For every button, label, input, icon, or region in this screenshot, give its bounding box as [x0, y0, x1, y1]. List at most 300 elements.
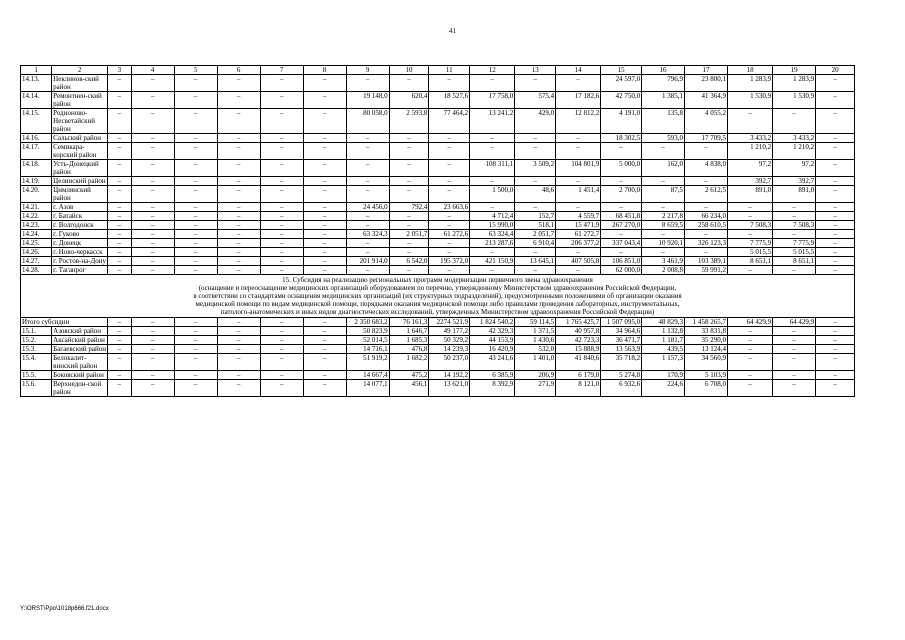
value-cell: 258 610,5: [685, 221, 728, 230]
value-cell: –: [174, 143, 217, 160]
value-cell: –: [642, 143, 685, 160]
value-cell: 42 723,3: [556, 336, 601, 345]
value-cell: –: [303, 177, 346, 186]
value-cell: 271,9: [515, 380, 556, 397]
value-cell: –: [346, 186, 389, 203]
value-cell: –: [470, 203, 515, 212]
value-cell: –: [108, 380, 132, 397]
total-value-cell: 76 161,3: [389, 318, 429, 327]
value-cell: 1 451,4: [556, 186, 601, 203]
value-cell: 35 290,0: [685, 336, 728, 345]
value-cell: –: [303, 230, 346, 239]
total-value-cell: 2 350 683,2: [346, 318, 389, 327]
value-cell: –: [303, 248, 346, 257]
value-cell: –: [217, 203, 260, 212]
value-cell: 87,5: [642, 186, 685, 203]
total-value-cell: –: [816, 318, 855, 327]
total-value-cell: 64 429,9: [728, 318, 773, 327]
value-cell: –: [217, 327, 260, 336]
value-cell: –: [217, 257, 260, 266]
value-cell: –: [174, 371, 217, 380]
value-cell: –: [108, 336, 132, 345]
value-cell: –: [515, 143, 556, 160]
value-cell: –: [470, 143, 515, 160]
value-cell: –: [642, 230, 685, 239]
value-cell: –: [174, 380, 217, 397]
value-cell: –: [174, 354, 217, 371]
value-cell: –: [303, 109, 346, 134]
value-cell: –: [685, 230, 728, 239]
value-cell: –: [429, 134, 470, 143]
value-cell: 17 182,6: [556, 92, 601, 109]
table-row: [21, 354, 855, 371]
value-cell: –: [303, 266, 346, 275]
value-cell: 4 712,4: [470, 212, 515, 221]
value-cell: 1 157,3: [642, 354, 685, 371]
value-cell: 518,1: [515, 221, 556, 230]
value-cell: –: [429, 177, 470, 186]
row-number-cell: 15.6.: [21, 380, 52, 397]
value-cell: –: [217, 380, 260, 397]
row-number-cell: 14.17.: [21, 143, 52, 160]
table-row: [21, 345, 855, 354]
value-cell: –: [642, 177, 685, 186]
value-cell: –: [303, 203, 346, 212]
value-cell: –: [217, 336, 260, 345]
value-cell: 891,0: [773, 186, 816, 203]
heading-line: 15. Субсидия на реализацию региональных программ модернизации первичного звена здравоохранения: [282, 276, 593, 284]
row-number-cell: 14.13.: [21, 75, 52, 92]
table-row: [21, 371, 855, 380]
value-cell: –: [642, 203, 685, 212]
value-cell: –: [773, 212, 816, 221]
document-body: [20, 65, 855, 397]
value-cell: –: [131, 160, 174, 177]
value-cell: –: [816, 186, 855, 203]
value-cell: 1 210,2: [728, 143, 773, 160]
total-label: Итого субсидии: [21, 318, 108, 327]
value-cell: –: [346, 248, 389, 257]
row-name-cell: г. Таганрог: [52, 266, 108, 275]
value-cell: 1 646,7: [389, 327, 429, 336]
heading-line: медицинской помощи по видам медицинской помощи, порядками оказания медицинской помощи либо правилами проведения лабораторных, инструментальных,: [195, 300, 680, 308]
value-cell: 1 283,9: [728, 75, 773, 92]
value-cell: –: [728, 230, 773, 239]
value-cell: –: [303, 221, 346, 230]
row-number-cell: 14.28.: [21, 266, 52, 275]
total-subsidy-row: [21, 318, 855, 327]
row-name-cell: г. Азов: [52, 203, 108, 212]
value-cell: –: [108, 354, 132, 371]
column-number: 7: [260, 66, 303, 75]
column-number: 13: [515, 66, 556, 75]
value-cell: 407 505,8: [556, 257, 601, 266]
value-cell: –: [773, 203, 816, 212]
value-cell: –: [260, 212, 303, 221]
value-cell: –: [303, 327, 346, 336]
value-cell: –: [389, 266, 429, 275]
value-cell: –: [389, 239, 429, 248]
row-number-cell: 15.3.: [21, 345, 52, 354]
total-value-cell: 1 765 425,7: [556, 318, 601, 327]
value-cell: –: [429, 75, 470, 92]
value-cell: –: [816, 336, 855, 345]
value-cell: –: [816, 380, 855, 397]
value-cell: –: [108, 266, 132, 275]
total-value-cell: –: [174, 318, 217, 327]
row-name-cell: Семикара-корский район: [52, 143, 108, 160]
value-cell: –: [260, 143, 303, 160]
value-cell: –: [260, 354, 303, 371]
value-cell: –: [108, 92, 132, 109]
table-row: [21, 212, 855, 221]
value-cell: 1 132,8: [642, 327, 685, 336]
value-cell: 35 718,2: [601, 354, 642, 371]
value-cell: –: [685, 177, 728, 186]
value-cell: –: [556, 266, 601, 275]
value-cell: –: [429, 212, 470, 221]
value-cell: –: [556, 134, 601, 143]
value-cell: –: [108, 327, 132, 336]
value-cell: –: [429, 248, 470, 257]
value-cell: –: [217, 160, 260, 177]
value-cell: –: [131, 177, 174, 186]
value-cell: 1 430,6: [515, 336, 556, 345]
value-cell: 14 192,2: [429, 371, 470, 380]
column-number: 10: [389, 66, 429, 75]
value-cell: 43 241,6: [470, 354, 515, 371]
value-cell: –: [217, 143, 260, 160]
value-cell: 33 831,8: [685, 327, 728, 336]
table-row: [21, 134, 855, 143]
value-cell: 59 991,2: [685, 266, 728, 275]
value-cell: 1 530,9: [728, 92, 773, 109]
value-cell: –: [303, 92, 346, 109]
value-cell: –: [131, 143, 174, 160]
row-number-cell: 15.2.: [21, 336, 52, 345]
value-cell: –: [346, 177, 389, 186]
value-cell: –: [131, 109, 174, 134]
value-cell: –: [346, 239, 389, 248]
value-cell: 1 181,7: [642, 336, 685, 345]
value-cell: –: [174, 221, 217, 230]
total-value-cell: 2274 521,9: [429, 318, 470, 327]
value-cell: 34 964,6: [601, 327, 642, 336]
value-cell: 206,9: [515, 371, 556, 380]
value-cell: –: [601, 143, 642, 160]
total-value-cell: 64 429,9: [773, 318, 816, 327]
value-cell: –: [174, 336, 217, 345]
value-cell: –: [303, 354, 346, 371]
value-cell: 5 015,5: [773, 248, 816, 257]
value-cell: 49 177,2: [429, 327, 470, 336]
value-cell: 50 237,0: [429, 354, 470, 371]
value-cell: –: [260, 371, 303, 380]
value-cell: 108 311,1: [470, 160, 515, 177]
value-cell: –: [131, 380, 174, 397]
value-cell: 41 364,9: [685, 92, 728, 109]
value-cell: –: [260, 177, 303, 186]
value-cell: 5 015,5: [728, 248, 773, 257]
value-cell: 13 645,1: [515, 257, 556, 266]
table-row: [21, 75, 855, 92]
value-cell: –: [108, 177, 132, 186]
value-cell: 392,7: [773, 177, 816, 186]
value-cell: –: [217, 371, 260, 380]
value-cell: 2 051,7: [515, 230, 556, 239]
row-number-cell: 14.15.: [21, 109, 52, 134]
value-cell: –: [515, 177, 556, 186]
total-value-cell: 1 824 540,2: [470, 318, 515, 327]
value-cell: 475,2: [389, 371, 429, 380]
value-cell: –: [816, 177, 855, 186]
value-cell: –: [601, 248, 642, 257]
value-cell: –: [816, 257, 855, 266]
value-cell: –: [429, 160, 470, 177]
value-cell: –: [816, 203, 855, 212]
value-cell: –: [816, 212, 855, 221]
value-cell: –: [131, 354, 174, 371]
value-cell: 796,9: [642, 75, 685, 92]
value-cell: 1 283,9: [773, 75, 816, 92]
value-cell: –: [217, 212, 260, 221]
value-cell: 1 371,5: [515, 327, 556, 336]
column-number: 20: [816, 66, 855, 75]
value-cell: 135,8: [642, 109, 685, 134]
value-cell: –: [303, 160, 346, 177]
value-cell: 5 103,9: [685, 371, 728, 380]
value-cell: –: [556, 177, 601, 186]
table-row: [21, 230, 855, 239]
value-cell: 3 509,2: [515, 160, 556, 177]
value-cell: 1 385,1: [642, 92, 685, 109]
value-cell: 97,2: [773, 160, 816, 177]
value-cell: 14 667,4: [346, 371, 389, 380]
value-cell: –: [816, 143, 855, 160]
column-number: 18: [728, 66, 773, 75]
column-number: 2: [52, 66, 108, 75]
value-cell: 170,9: [642, 371, 685, 380]
value-cell: 10 920,1: [642, 239, 685, 248]
value-cell: –: [174, 109, 217, 134]
value-cell: –: [174, 257, 217, 266]
value-cell: –: [217, 266, 260, 275]
column-number: 8: [303, 66, 346, 75]
value-cell: –: [108, 143, 132, 160]
value-cell: –: [816, 109, 855, 134]
value-cell: –: [131, 248, 174, 257]
table-row: [21, 248, 855, 257]
value-cell: –: [174, 266, 217, 275]
row-name-cell: г. Ростов-на-Дону: [53, 257, 107, 265]
value-cell: –: [728, 327, 773, 336]
value-cell: –: [346, 221, 389, 230]
value-cell: –: [108, 186, 132, 203]
value-cell: –: [389, 212, 429, 221]
value-cell: –: [260, 186, 303, 203]
value-cell: 62 000,0: [601, 266, 642, 275]
row-number-cell: 14.20.: [21, 186, 52, 203]
value-cell: –: [556, 75, 601, 92]
value-cell: –: [260, 327, 303, 336]
row-name-cell: г. Батайск: [52, 212, 108, 221]
row-number-cell: 14.25.: [21, 239, 52, 248]
value-cell: –: [131, 266, 174, 275]
row-name-cell: Родионово-Несветайский район: [52, 109, 108, 134]
row-name-cell: Белокалит-винский район: [52, 354, 108, 371]
value-cell: –: [642, 248, 685, 257]
row-number-cell: 14.22.: [21, 212, 52, 221]
value-cell: –: [217, 345, 260, 354]
value-cell: 5 000,0: [601, 160, 642, 177]
value-cell: –: [260, 248, 303, 257]
value-cell: 12 812,2: [556, 109, 601, 134]
row-name-cell: г. Волгодонск: [52, 221, 108, 230]
value-cell: 439,5: [642, 345, 685, 354]
value-cell: 2 051,7: [389, 230, 429, 239]
value-cell: –: [217, 221, 260, 230]
value-cell: –: [601, 230, 642, 239]
value-cell: 1 401,0: [515, 354, 556, 371]
value-cell: –: [108, 239, 132, 248]
column-number: 12: [470, 66, 515, 75]
value-cell: 1 682,2: [389, 354, 429, 371]
value-cell: –: [346, 143, 389, 160]
row-number-cell: 15.1.: [21, 327, 52, 336]
table-row: [21, 327, 855, 336]
table-body: [21, 66, 855, 397]
value-cell: 103 389,1: [685, 257, 728, 266]
row-name-cell: Неклинов-ский район: [52, 75, 108, 92]
value-cell: 891,0: [728, 186, 773, 203]
value-cell: –: [131, 134, 174, 143]
value-cell: 42 750,0: [601, 92, 642, 109]
value-cell: –: [429, 221, 470, 230]
value-cell: –: [260, 160, 303, 177]
value-cell: –: [131, 186, 174, 203]
value-cell: 792,4: [389, 203, 429, 212]
value-cell: 6 932,6: [601, 380, 642, 397]
value-cell: –: [429, 143, 470, 160]
value-cell: –: [728, 109, 773, 134]
value-cell: 6 542,0: [389, 257, 429, 266]
value-cell: 326 123,3: [685, 239, 728, 248]
row-number-cell: 14.24.: [21, 230, 52, 239]
value-cell: –: [816, 327, 855, 336]
section-15-heading-row: [21, 275, 855, 318]
value-cell: –: [174, 239, 217, 248]
value-cell: 4 055,2: [685, 109, 728, 134]
column-number: 11: [429, 66, 470, 75]
value-cell: 61 272,6: [429, 230, 470, 239]
value-cell: –: [773, 371, 816, 380]
value-cell: –: [470, 248, 515, 257]
value-cell: 63 324,3: [346, 230, 389, 239]
value-cell: –: [515, 203, 556, 212]
column-number: 3: [108, 66, 132, 75]
value-cell: –: [728, 371, 773, 380]
value-cell: –: [260, 203, 303, 212]
value-cell: –: [131, 203, 174, 212]
value-cell: –: [174, 203, 217, 212]
value-cell: –: [217, 75, 260, 92]
value-cell: 2 593,8: [389, 109, 429, 134]
value-cell: –: [601, 203, 642, 212]
value-cell: 23 800,1: [685, 75, 728, 92]
value-cell: –: [515, 134, 556, 143]
value-cell: –: [131, 257, 174, 266]
row-number-cell: 15.5.: [21, 371, 52, 380]
value-cell: –: [131, 212, 174, 221]
value-cell: 14 239,3: [429, 345, 470, 354]
value-cell: 50 329,2: [429, 336, 470, 345]
value-cell: 34 560,9: [685, 354, 728, 371]
table-row: [21, 203, 855, 212]
value-cell: 5 274,8: [601, 371, 642, 380]
value-cell: –: [303, 257, 346, 266]
value-cell: 6 708,0: [685, 380, 728, 397]
value-cell: –: [816, 239, 855, 248]
total-value-cell: 59 114,5: [515, 318, 556, 327]
column-number: 5: [174, 66, 217, 75]
table-row: [21, 380, 855, 397]
value-cell: –: [346, 266, 389, 275]
value-cell: –: [108, 75, 132, 92]
value-cell: 3 433,2: [773, 134, 816, 143]
value-cell: –: [174, 248, 217, 257]
section-15-heading: [21, 275, 855, 318]
value-cell: –: [685, 203, 728, 212]
value-cell: 593,0: [642, 134, 685, 143]
row-number-cell: 15.4.: [21, 354, 52, 371]
value-cell: –: [303, 380, 346, 397]
value-cell: –: [108, 203, 132, 212]
value-cell: –: [389, 160, 429, 177]
value-cell: 162,0: [642, 160, 685, 177]
value-cell: 2 008,8: [642, 266, 685, 275]
value-cell: 8 651,1: [773, 257, 816, 266]
value-cell: 337 043,4: [601, 239, 642, 248]
value-cell: –: [108, 345, 132, 354]
column-number: 15: [601, 66, 642, 75]
value-cell: 19 148,0: [346, 92, 389, 109]
row-number-cell: 14.18.: [21, 160, 52, 177]
table-row: [21, 186, 855, 203]
column-number: 17: [685, 66, 728, 75]
value-cell: –: [346, 160, 389, 177]
column-number: 14: [556, 66, 601, 75]
value-cell: –: [260, 257, 303, 266]
value-cell: –: [217, 109, 260, 134]
total-value-cell: 1 458 265,7: [685, 318, 728, 327]
value-cell: 13 563,9: [601, 345, 642, 354]
value-cell: –: [174, 186, 217, 203]
file-path-footer: Y:\ORST\Ppo\1018p666.f21.docx: [20, 606, 109, 612]
value-cell: 50 823,9: [346, 327, 389, 336]
row-number-cell: 14.27.: [21, 257, 52, 266]
value-cell: 267 270,0: [601, 221, 642, 230]
value-cell: –: [389, 177, 429, 186]
row-number-cell: 14.26.: [21, 248, 52, 257]
value-cell: 68 451,8: [601, 212, 642, 221]
value-cell: –: [131, 371, 174, 380]
value-cell: –: [174, 327, 217, 336]
value-cell: 24 597,0: [601, 75, 642, 92]
page-number: 41: [449, 27, 456, 35]
row-name-cell: Усть-Донецкий район: [52, 160, 108, 177]
value-cell: –: [515, 75, 556, 92]
value-cell: 1 530,9: [773, 92, 816, 109]
